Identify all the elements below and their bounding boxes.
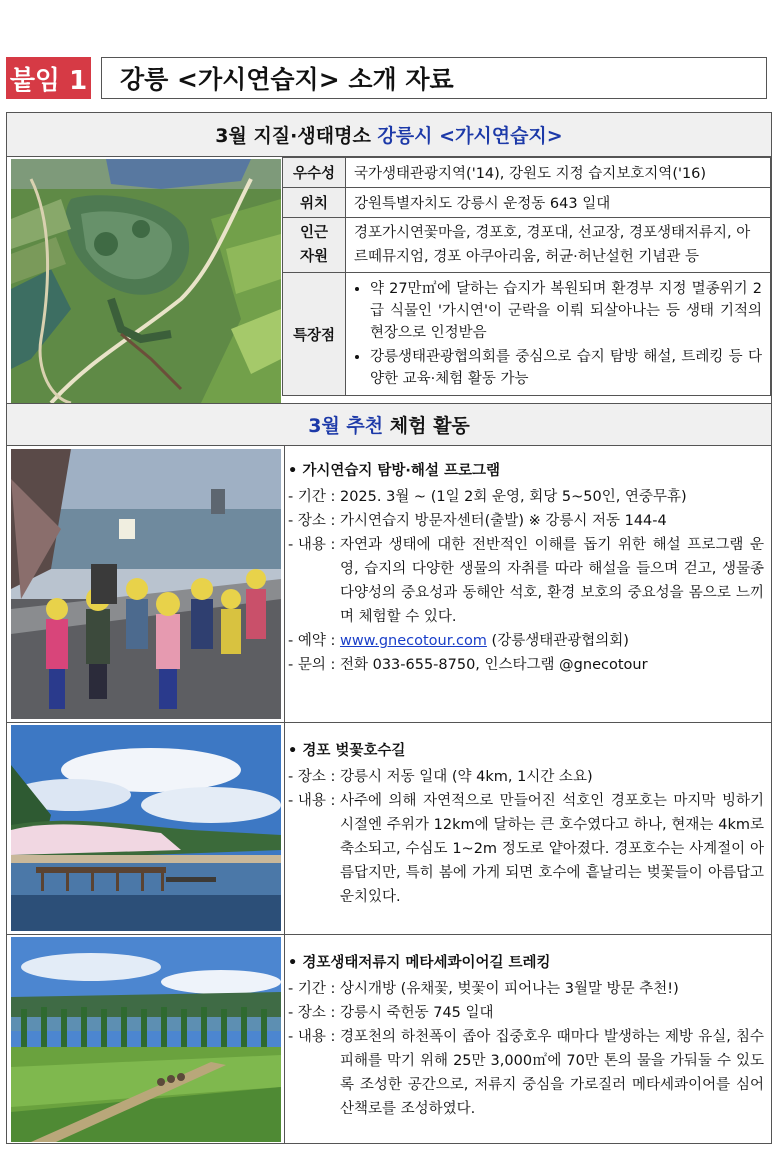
info-table [282,157,771,396]
feature-list [354,278,762,390]
info-row-nearby [283,218,771,273]
activity-1 [288,459,764,677]
content-frame [6,112,772,1144]
section1-title [7,113,771,157]
activity-item: - 예약 : www.gnecotour.com (강릉생태관광협의회) [288,633,629,649]
info-value [346,273,771,396]
section1-title-highlight: 강릉시 <가시연습지> [377,125,563,147]
info-label: 인근 자원 [283,218,346,273]
info-label: 우수성 [283,158,346,188]
attachment-tag: 붙임 1 [6,57,91,99]
section2-title-rest: 체험 활동 [389,415,470,437]
activity-item: - 기간 : 상시개방 (유채꽃, 벚꽃이 피어나는 3월말 방문 추천!) [288,981,679,997]
activity-item: - 내용 : 경포천의 하천폭이 좁아 집중호우 때마다 발생하는 제방 유실, 침수피해를 막기 위해 25만 3,000㎡에 70만 톤의 물을 가둬둘 수 있도록 조성한 공간으로, 저류지 중심을 가로질러 메타세콰이어를 심어 산책로를 조성하였다. [288,1029,764,1117]
feature-item: • 약 27만㎡에 달하는 습지가 복원되며 환경부 지정 멸종위기 2급 식물인 '가시연'이 군락을 이뤄 되살아나는 등 생태 기적의 현장으로 인정받음 [370,278,762,344]
activity-item: - 내용 : 사주에 의해 자연적으로 만들어진 석호인 경포호는 마지막 빙하기 시절엔 주위가 12km에 달하는 큰 호수였다고 하나, 현재는 4km로 축소되고, 수심도 1~2m 정도로 얕아졌다. 경포호수는 사계절이 아름답지만, 특히 봄에 가게 되면 호수에 흩날리는 벚꽃들이 아름답고 운치있다. [288,793,764,905]
info-label: 위치 [283,188,346,218]
column-divider [284,446,285,1143]
divider [7,934,771,935]
activity-item: - 내용 : 자연과 생태에 대한 전반적인 이해를 돕기 위한 해설 프로그램 운영, 습지의 다양한 생물의 자취를 따라 해설을 들으며 걷고, 생물종 다양성의 중요성과 동해안 석호, 환경 보호의 중요성을 몸으로 느끼며 체험할 수 있다. [288,537,764,625]
activity-title: • 가시연습지 탐방·해설 프로그램 [288,463,501,479]
section2-title [7,404,771,446]
info-label: 특장점 [283,273,346,396]
activity-item: - 문의 : 전화 033-655-8750, 인스타그램 @gnecotour [288,657,648,673]
reservation-link[interactable]: www.gnecotour.com [339,633,487,649]
children-tour-photo [11,449,281,719]
activity-3 [288,951,764,1121]
activity-item: - 장소 : 강릉시 저동 일대 (약 4km, 1시간 소요) [288,769,593,785]
activity-item: - 장소 : 강릉시 죽헌동 745 일대 [288,1005,494,1021]
metasequoia-trail-photo [11,937,281,1142]
activity-item: - 장소 : 가시연습지 방문자센터(출발) ※ 강릉시 저동 144-4 [288,513,667,529]
activity-title: • 경포 벚꽃호수길 [288,743,406,759]
section2-title-highlight: 3월 추천 [308,415,384,437]
info-row-features [283,273,771,396]
cherry-blossom-lake-photo [11,725,281,931]
page-title: 강릉 <가시연습지> 소개 자료 [101,57,767,99]
activity-2 [288,739,764,909]
activity-title: • 경포생태저류지 메타세콰이어길 트레킹 [288,955,551,971]
info-value: 경포가시연꽃마을, 경포호, 경포대, 선교장, 경포생태저류지, 아르떼뮤지엄, 경포 아쿠아리움, 허균·허난설헌 기념관 등 [346,218,771,273]
section1-title-prefix: 3월 지질·생태명소 [215,125,371,147]
feature-item: • 강릉생태관광협의회를 중심으로 습지 탐방 해설, 트레킹 등 다양한 교육·체험 활동 가능 [370,346,762,390]
wetland-aerial-photo [11,159,281,403]
info-value: 국가생태관광지역('14), 강원도 지정 습지보호지역('16) [346,158,771,188]
info-value: 강원특별자치도 강릉시 운정동 643 일대 [346,188,771,218]
info-row-location [283,188,771,218]
divider [7,722,771,723]
info-row-excellence [283,158,771,188]
activity-item: - 기간 : 2025. 3월 ~ (1일 2회 운영, 회당 5~50인, 연중무휴) [288,489,687,505]
